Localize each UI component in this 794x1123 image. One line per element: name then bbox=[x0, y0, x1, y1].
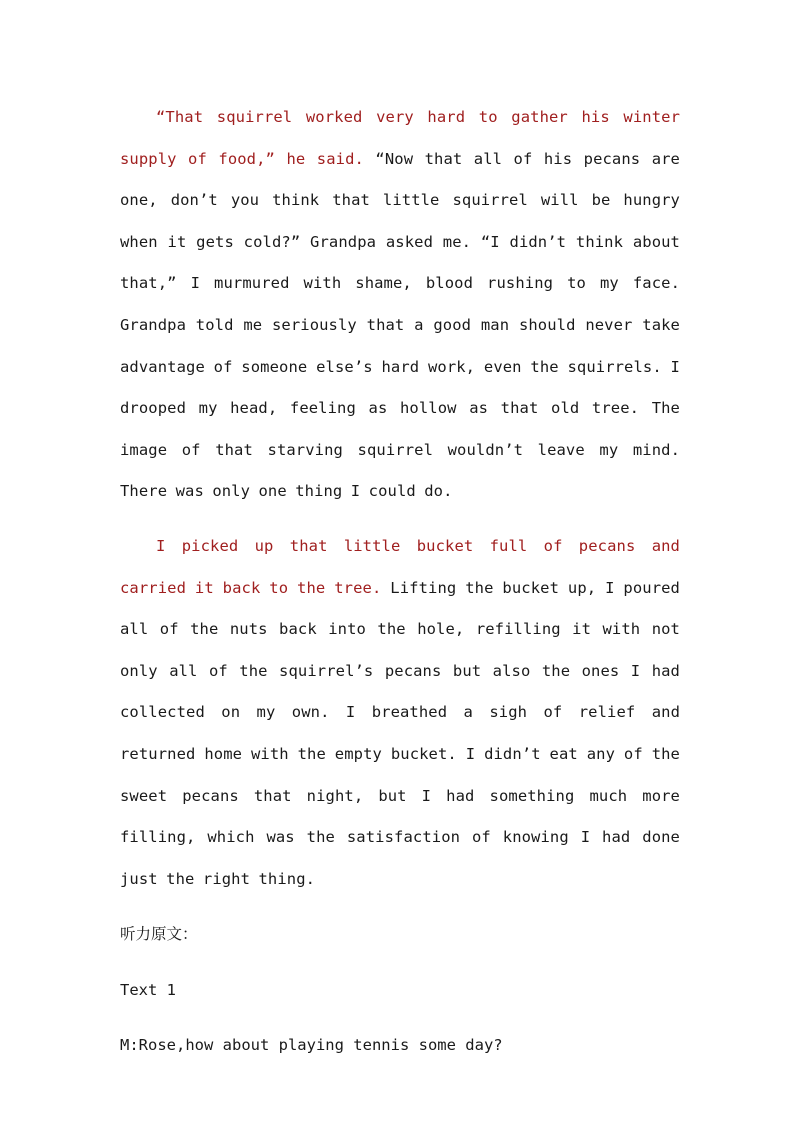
paragraph-1-body: “Now that all of his pecans are one, don’t you think that little squirrel will be hungry when it gets cold?” Grandpa asked me. “I didn’t think about that,” I murmured with shame, blood rushing to my face. Grandpa told me seriously that a good man should never take advantage of someone else’s hard work, even the squirrels. I drooped my head, feeling as hollow as that old tree. The image of that starving squirrel wouldn’t leave my mind. There was only one thing I could do. bbox=[120, 149, 680, 501]
highlighted-sentence-2: I picked up that little bucket full of pecans and carried it back to the tree. bbox=[120, 536, 680, 597]
highlighted-sentence-1: “That squirrel worked very hard to gather his winter supply of food,” he said. bbox=[120, 108, 680, 168]
story-paragraph-1 bbox=[120, 97, 680, 513]
document-page bbox=[120, 97, 680, 1067]
story-paragraph-2 bbox=[120, 526, 680, 900]
paragraph-2-body: Lifting the bucket up, I poured all of the nuts back into the hole, refilling it with not only all of the squirrel’s pecans but also the ones I had collected on my own. I breathed a sigh of relief and returned home with the empty bucket. I didn’t eat any of the sweet pecans that night, but I had something much more filling, which was the satisfaction of knowing I had done just the right thing. bbox=[120, 578, 680, 888]
text-number-label: Text 1 bbox=[120, 980, 176, 999]
dialogue-line: M:Rose,how about playing tennis some day? bbox=[120, 1036, 503, 1055]
listening-transcript-heading: 听力原文： bbox=[120, 925, 198, 944]
